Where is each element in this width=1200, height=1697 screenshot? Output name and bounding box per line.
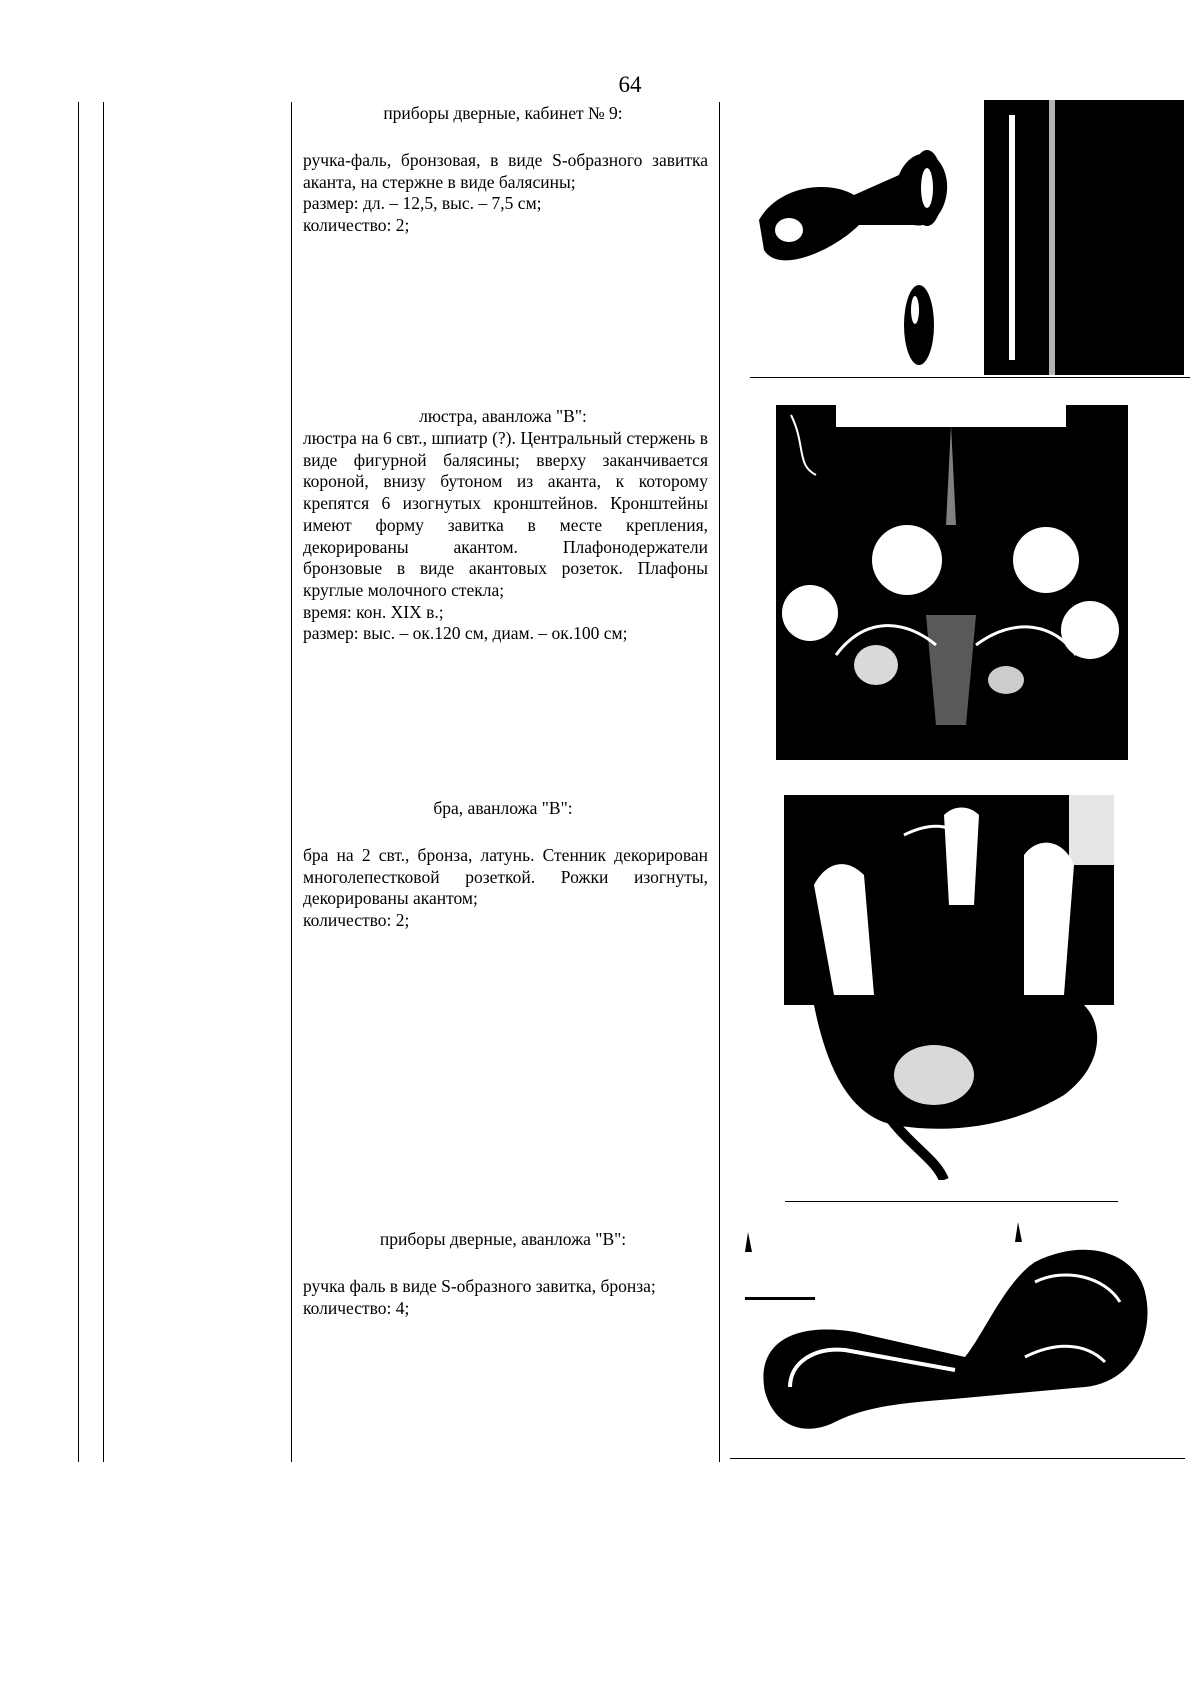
entry-title: бра, аванложа "В":: [433, 798, 573, 818]
table-border-left-outer: [78, 102, 79, 1462]
entry-line: бра на 2 свт., бронза, латунь. Стенник декорирован многолепестковой розеткой. Рожки изогнуты, декорированы акантом;: [303, 845, 708, 909]
table-border-left-inner: [103, 102, 104, 1462]
table-column-divider-text: [291, 102, 292, 1462]
entry-line: количество: 2;: [303, 215, 410, 236]
entry-line: размер: выс. – ок.120 см, диам. – ок.100 см;: [303, 623, 628, 644]
door-handle-photo: [749, 100, 1184, 375]
entry-line: время: кон. XIX в.;: [303, 601, 444, 622]
entry-line: количество: 2;: [303, 910, 410, 931]
page-number: 64: [618, 72, 642, 97]
entry-line: количество: 4;: [303, 1297, 410, 1318]
lever-handle-photo: [735, 1222, 1185, 1457]
chandelier-photo: [776, 405, 1128, 767]
entry-description: [303, 1276, 708, 1319]
entry-description: [303, 428, 708, 645]
entry-description: [303, 150, 708, 237]
entry-description: [303, 845, 708, 932]
entry-title: приборы дверные, кабинет № 9:: [383, 103, 623, 123]
photo-bottom-rule: [785, 1201, 1118, 1202]
entry-line: размер: дл. – 12,5, выс. – 7,5 см;: [303, 193, 542, 214]
photo-bottom-rule: [730, 1458, 1185, 1459]
wall-sconce-photo: [784, 795, 1114, 1180]
entry-title: приборы дверные, аванложа "В":: [379, 1229, 627, 1249]
photo-bottom-rule: [750, 377, 1190, 378]
entry-line: ручка-фаль, бронзовая, в виде S-образного завитка аканта, на стержне в виде балясины;: [303, 150, 708, 192]
table-column-divider-photo: [719, 102, 720, 1462]
entry-line: люстра на 6 свт., шпиатр (?). Центральный стержень в виде фигурной балясины; вверху заканчивается короной, внизу бутоном из аканта, к которому крепятся 6 изогнутых кронштейнов. Кронштейны имеют форму завитка в месте крепления, декорированы акантом. Плафонодержатели бронзовые в виде акантовых розеток. Плафоны круглые молочного стекла;: [303, 428, 708, 600]
entry-title: люстра, аванложа "В":: [419, 406, 587, 426]
entry-line: ручка фаль в виде S-образного завитка, бронза;: [303, 1276, 656, 1296]
